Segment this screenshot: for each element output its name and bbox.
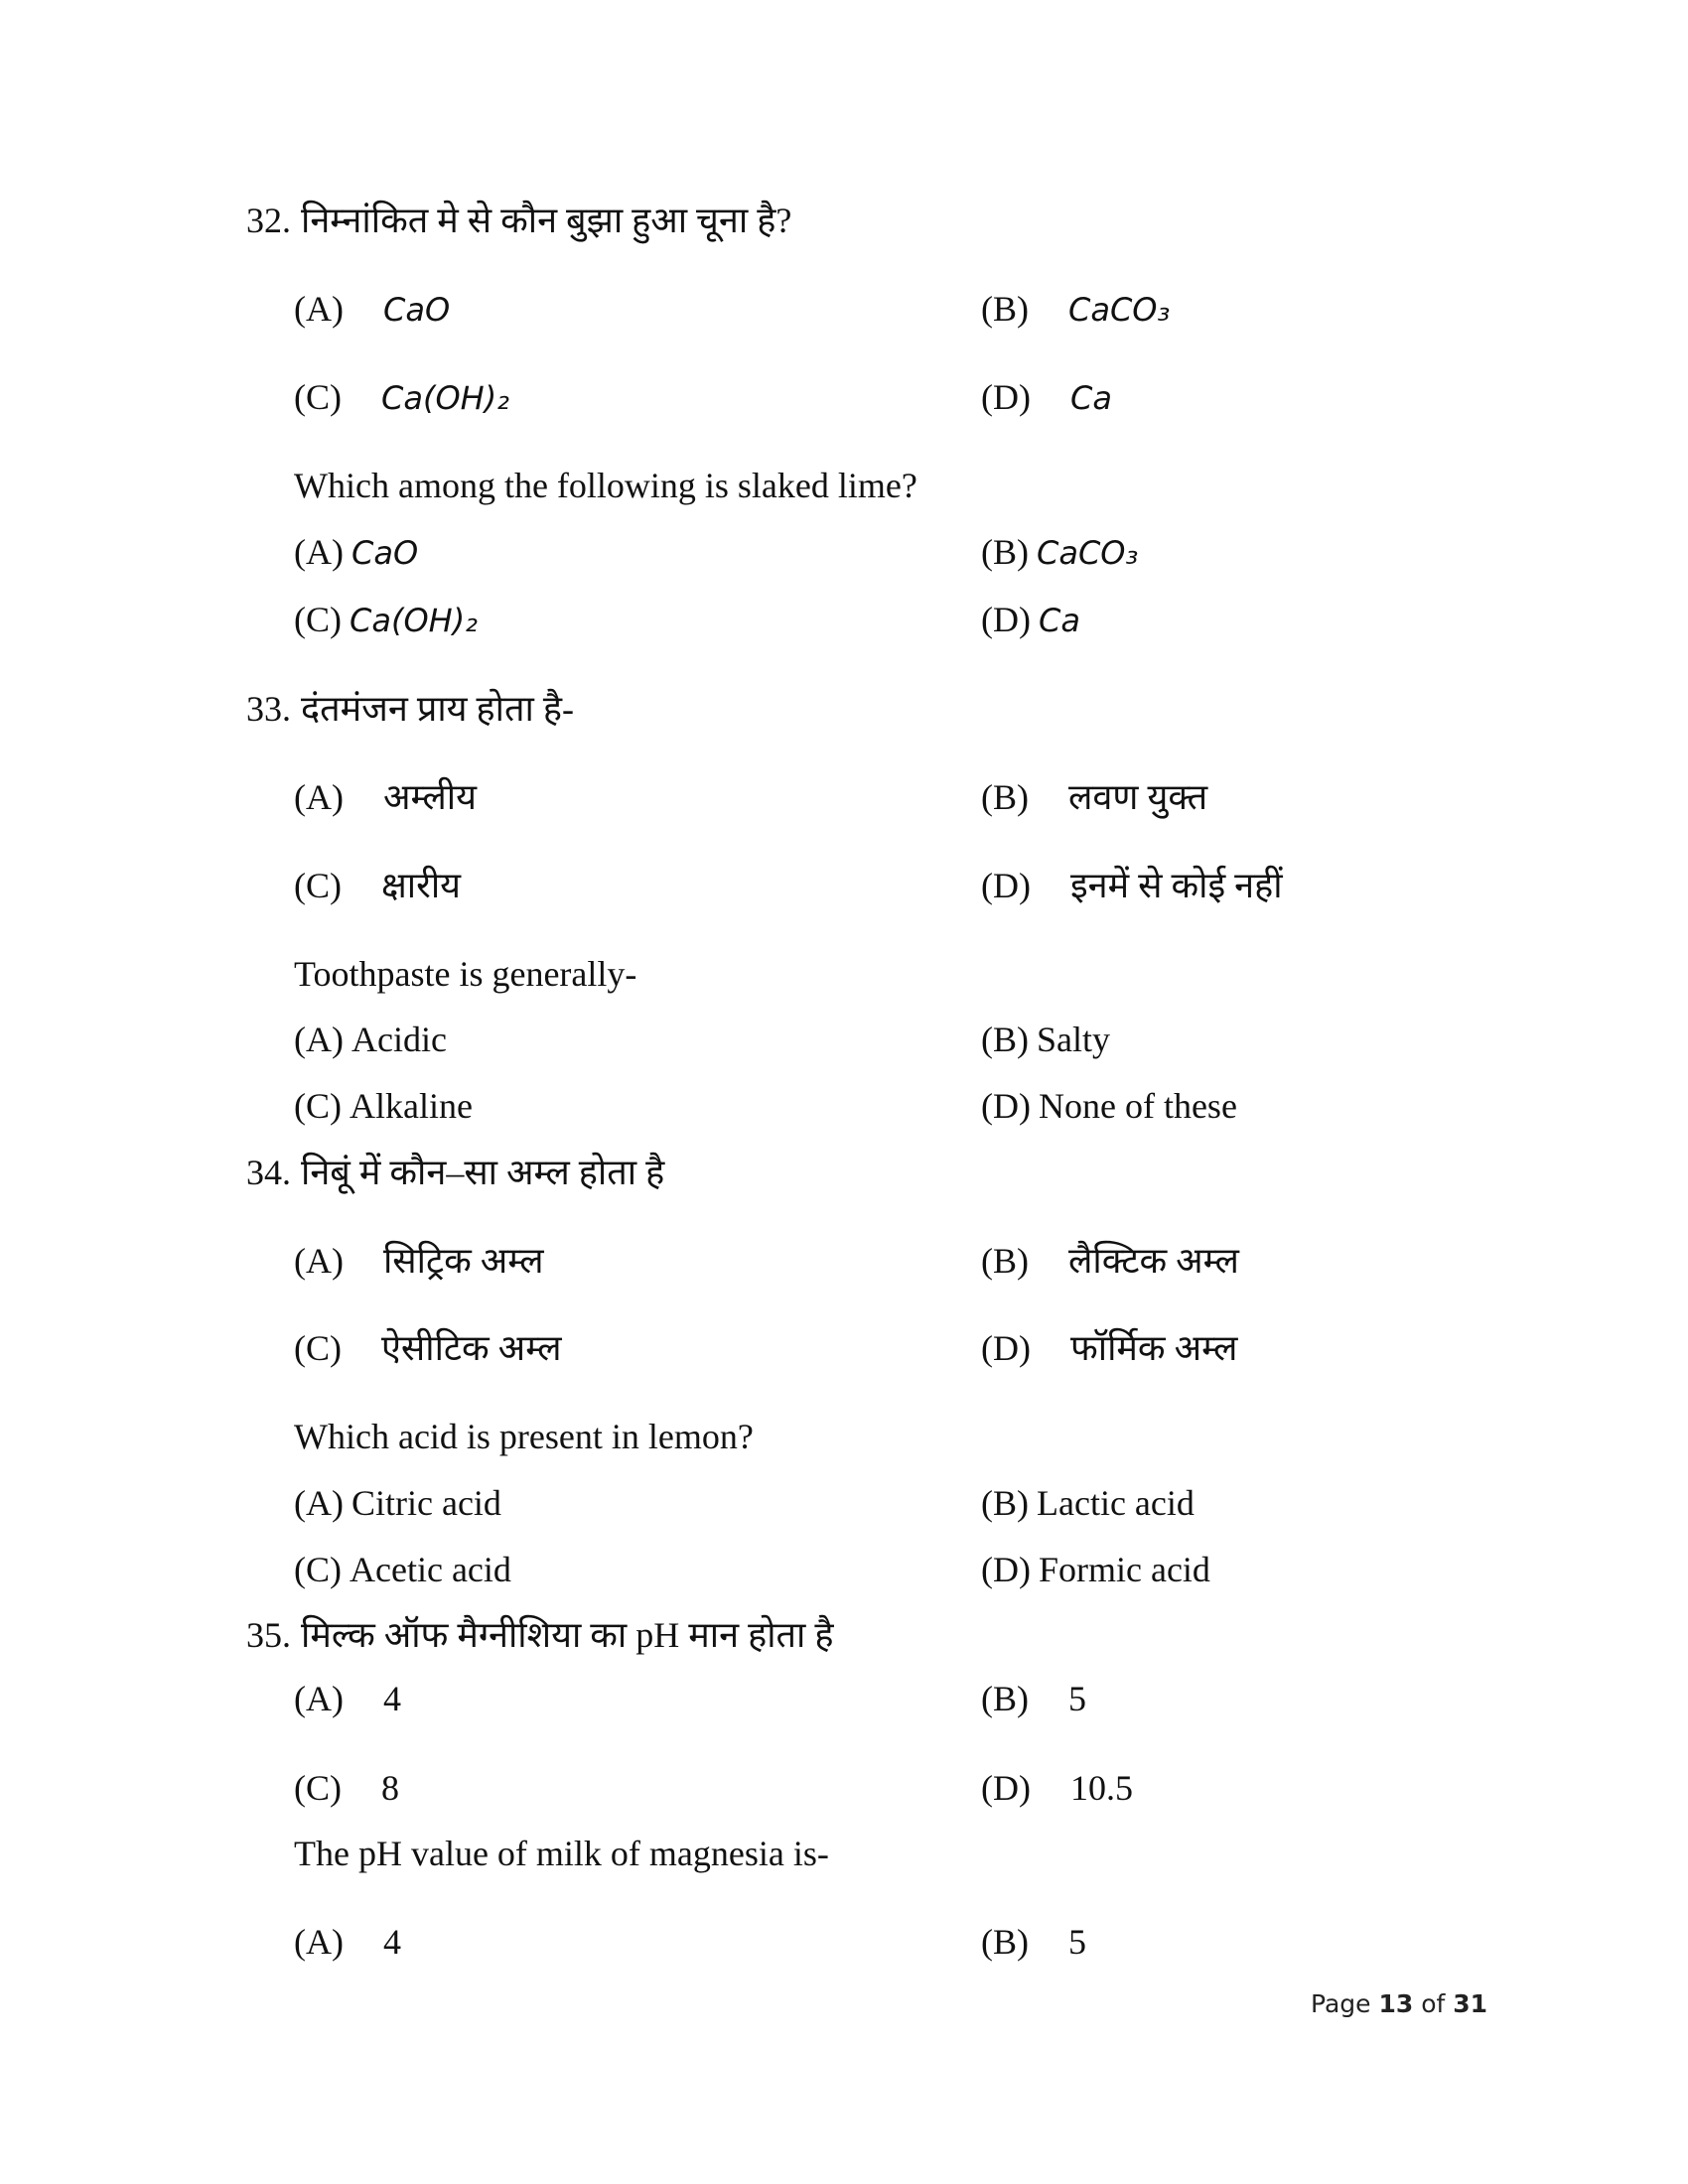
option-label: (C)	[294, 1086, 342, 1126]
option-label: (D)	[981, 1328, 1031, 1368]
option-text: Lactic acid	[1037, 1483, 1195, 1523]
option-text: 10.5	[1069, 1768, 1133, 1808]
option-label: (B)	[981, 532, 1029, 572]
question-text-hindi: निम्नांकित मे से कौन बुझा हुआ चूना है?	[301, 201, 792, 240]
option-label: (B)	[981, 1241, 1029, 1281]
option	[294, 1084, 473, 1128]
option-text: ऐसीटिक अम्ल	[381, 1328, 562, 1368]
option-text: Acetic acid	[350, 1550, 511, 1589]
question-number: 33.	[246, 689, 291, 729]
option	[294, 1326, 561, 1370]
option-text: लैक्टिक अम्ल	[1068, 1241, 1239, 1281]
option-label: (B)	[981, 1483, 1029, 1523]
option	[981, 598, 1080, 642]
current-page: 13	[1378, 1989, 1414, 2018]
option	[294, 775, 477, 819]
option	[294, 287, 450, 332]
option-text: Ca(OH)₂	[381, 379, 509, 417]
question-english: Which among the following is slaked lime?	[294, 466, 917, 505]
question-english: Which acid is present in lemon?	[294, 1417, 754, 1456]
question-hindi	[246, 1613, 833, 1657]
option-text: Formic acid	[1038, 1550, 1210, 1589]
option-label: (B)	[981, 1020, 1029, 1059]
option-text: CaO	[351, 534, 419, 572]
option-label: (A)	[294, 532, 344, 572]
option	[981, 1239, 1239, 1283]
option-label: (C)	[294, 1328, 342, 1368]
option-label: (C)	[294, 1768, 342, 1808]
option	[294, 1766, 399, 1810]
option-label: (C)	[294, 866, 342, 905]
option-label: (A)	[294, 1679, 344, 1718]
option-text: 8	[381, 1768, 399, 1808]
page-number	[1311, 1989, 1487, 2018]
option-label: (D)	[981, 377, 1031, 417]
option	[981, 375, 1112, 420]
question-hindi	[246, 687, 574, 731]
option-text: CaCO₃	[1037, 534, 1139, 572]
option-text: Salty	[1037, 1020, 1111, 1059]
page-of: of	[1413, 1989, 1454, 2018]
option	[294, 375, 509, 420]
question-text-hindi: निबूं में कौन–सा अम्ल होता है	[301, 1153, 665, 1192]
total-pages: 31	[1453, 1989, 1488, 2018]
option-label: (B)	[981, 777, 1029, 817]
question-english: The pH value of milk of magnesia is-	[294, 1834, 829, 1873]
option-text: CaO	[382, 291, 451, 329]
option	[294, 598, 478, 642]
option	[294, 1018, 447, 1061]
option-text: क्षारीय	[381, 866, 462, 905]
option	[981, 1766, 1133, 1810]
option-text: CaCO₃	[1068, 291, 1171, 329]
option-label: (D)	[981, 1550, 1031, 1589]
option-text: 4	[382, 1922, 401, 1962]
option	[294, 1920, 401, 1964]
question-number: 35.	[246, 1615, 291, 1655]
option	[294, 530, 418, 575]
option-text: None of these	[1038, 1086, 1237, 1126]
option-text: सिट्रिक अम्ल	[382, 1241, 544, 1281]
option-text: फॉर्मिक अम्ल	[1069, 1328, 1238, 1368]
option-label: (D)	[981, 1086, 1031, 1126]
option-label: (A)	[294, 1241, 344, 1281]
option	[981, 1326, 1237, 1370]
option	[981, 287, 1170, 332]
option-label: (A)	[294, 1483, 344, 1523]
option-label: (C)	[294, 1550, 342, 1589]
question-english: Toothpaste is generally-	[294, 954, 637, 994]
option-label: (A)	[294, 777, 344, 817]
option-text: Ca	[1038, 602, 1080, 639]
option-label: (B)	[981, 289, 1029, 329]
option-text: 4	[382, 1679, 401, 1718]
option-label: (A)	[294, 1922, 344, 1962]
option-label: (D)	[981, 600, 1031, 639]
option	[294, 864, 461, 907]
question-number: 34.	[246, 1153, 291, 1192]
option-label: (D)	[981, 1768, 1031, 1808]
option-label: (A)	[294, 289, 344, 329]
option-label: (C)	[294, 377, 342, 417]
option-text: Acidic	[351, 1020, 447, 1059]
option-text: Alkaline	[350, 1086, 473, 1126]
option-label: (C)	[294, 600, 342, 639]
option	[981, 864, 1283, 907]
question-hindi	[246, 199, 791, 242]
option-text: 5	[1068, 1922, 1086, 1962]
option-text: Ca(OH)₂	[350, 602, 478, 639]
option-text: अम्लीय	[382, 777, 477, 817]
option-label: (B)	[981, 1922, 1029, 1962]
option-label: (D)	[981, 866, 1031, 905]
option	[294, 1677, 401, 1720]
option	[981, 1920, 1086, 1964]
page-prefix: Page	[1311, 1989, 1379, 2018]
option	[981, 1084, 1237, 1128]
question-text-hindi: दंतमंजन प्राय होता है-	[301, 689, 574, 729]
option-text: इनमें से कोई नहीं	[1069, 866, 1283, 905]
option-text: Ca	[1069, 379, 1112, 417]
option-text: लवण युक्त	[1068, 777, 1208, 817]
option	[981, 1677, 1086, 1720]
option	[981, 1548, 1210, 1591]
option-label: (A)	[294, 1020, 344, 1059]
option	[981, 1018, 1110, 1061]
option	[981, 530, 1138, 575]
question-text-hindi: मिल्क ऑफ मैग्नीशिया का pH मान होता है	[301, 1615, 834, 1655]
option-text: 5	[1068, 1679, 1086, 1718]
option-text: Citric acid	[351, 1483, 501, 1523]
option	[981, 1481, 1195, 1525]
question-number: 32.	[246, 201, 291, 240]
option	[294, 1239, 544, 1283]
question-hindi	[246, 1151, 664, 1194]
option	[294, 1548, 511, 1591]
option-label: (B)	[981, 1679, 1029, 1718]
option	[294, 1481, 501, 1525]
option	[981, 775, 1207, 819]
